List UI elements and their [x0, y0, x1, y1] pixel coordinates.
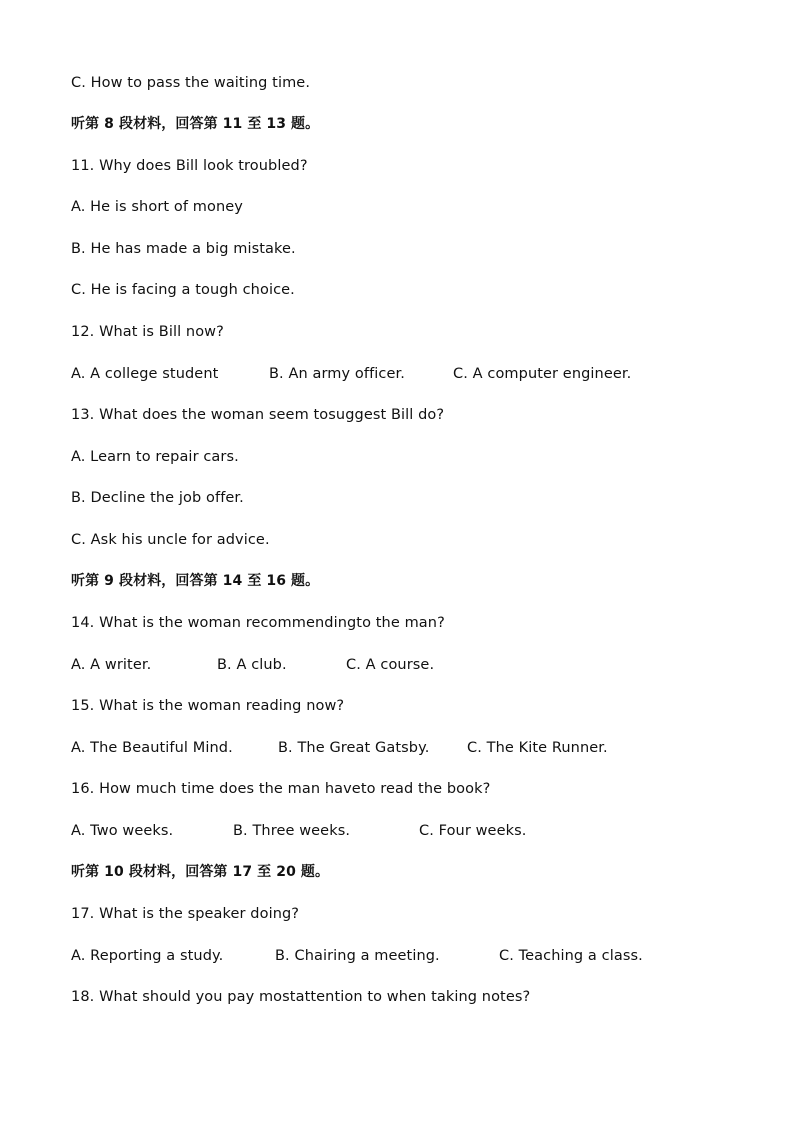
section-header-9: 听第 9 段材料，回答第 14 至 16 题。	[71, 573, 320, 589]
q12-options-row	[0, 364, 793, 384]
question-17: 17. What is the speaker doing?	[71, 906, 300, 922]
q16-option-a: A. Two weeks.	[71, 823, 174, 839]
q12-option-b: B. An army officer.	[269, 366, 405, 382]
q11-option-a: A. He is short of money	[71, 199, 243, 215]
question-18: 18. What should you pay mostattention to when taking notes?	[71, 989, 531, 1005]
question-12: 12. What is Bill now?	[71, 324, 224, 340]
q17-option-b: B. Chairing a meeting.	[275, 948, 440, 964]
q12-option-a: A. A college student	[71, 366, 219, 382]
q13-option-b: B. Decline the job offer.	[71, 490, 244, 506]
question-11: 11. Why does Bill look troubled?	[71, 158, 308, 174]
q15-option-c: C. The Kite Runner.	[467, 740, 608, 756]
q15-option-a: A. The Beautiful Mind.	[71, 740, 233, 756]
question-15: 15. What is the woman reading now?	[71, 698, 345, 714]
q17-option-a: A. Reporting a study.	[71, 948, 224, 964]
q13-option-c: C. Ask his uncle for advice.	[71, 532, 270, 548]
q10-option-c: C. How to pass the waiting time.	[71, 75, 311, 91]
section-header-10: 听第 10 段材料，回答第 17 至 20 题。	[71, 864, 330, 880]
question-14: 14. What is the woman recommendingto the man?	[71, 615, 445, 631]
q16-option-c: C. Four weeks.	[419, 823, 527, 839]
q17-options-row	[0, 946, 793, 966]
q17-option-c: C. Teaching a class.	[499, 948, 643, 964]
q16-option-b: B. Three weeks.	[233, 823, 351, 839]
q16-options-row	[0, 821, 793, 841]
q11-option-c: C. He is facing a tough choice.	[71, 282, 295, 298]
section-header-8: 听第 8 段材料，回答第 11 至 13 题。	[71, 116, 320, 132]
q14-option-a: A. A writer.	[71, 657, 152, 673]
q11-option-b: B. He has made a big mistake.	[71, 241, 296, 257]
q13-option-a: A. Learn to repair cars.	[71, 449, 239, 465]
question-13: 13. What does the woman seem tosuggest Bill do?	[71, 407, 445, 423]
q14-option-c: C. A course.	[346, 657, 435, 673]
q15-options-row	[0, 738, 793, 758]
q14-options-row	[0, 655, 793, 675]
q15-option-b: B. The Great Gatsby.	[278, 740, 430, 756]
q14-option-b: B. A club.	[217, 657, 287, 673]
question-16: 16. How much time does the man haveto read the book?	[71, 781, 491, 797]
q12-option-c: C. A computer engineer.	[453, 366, 632, 382]
